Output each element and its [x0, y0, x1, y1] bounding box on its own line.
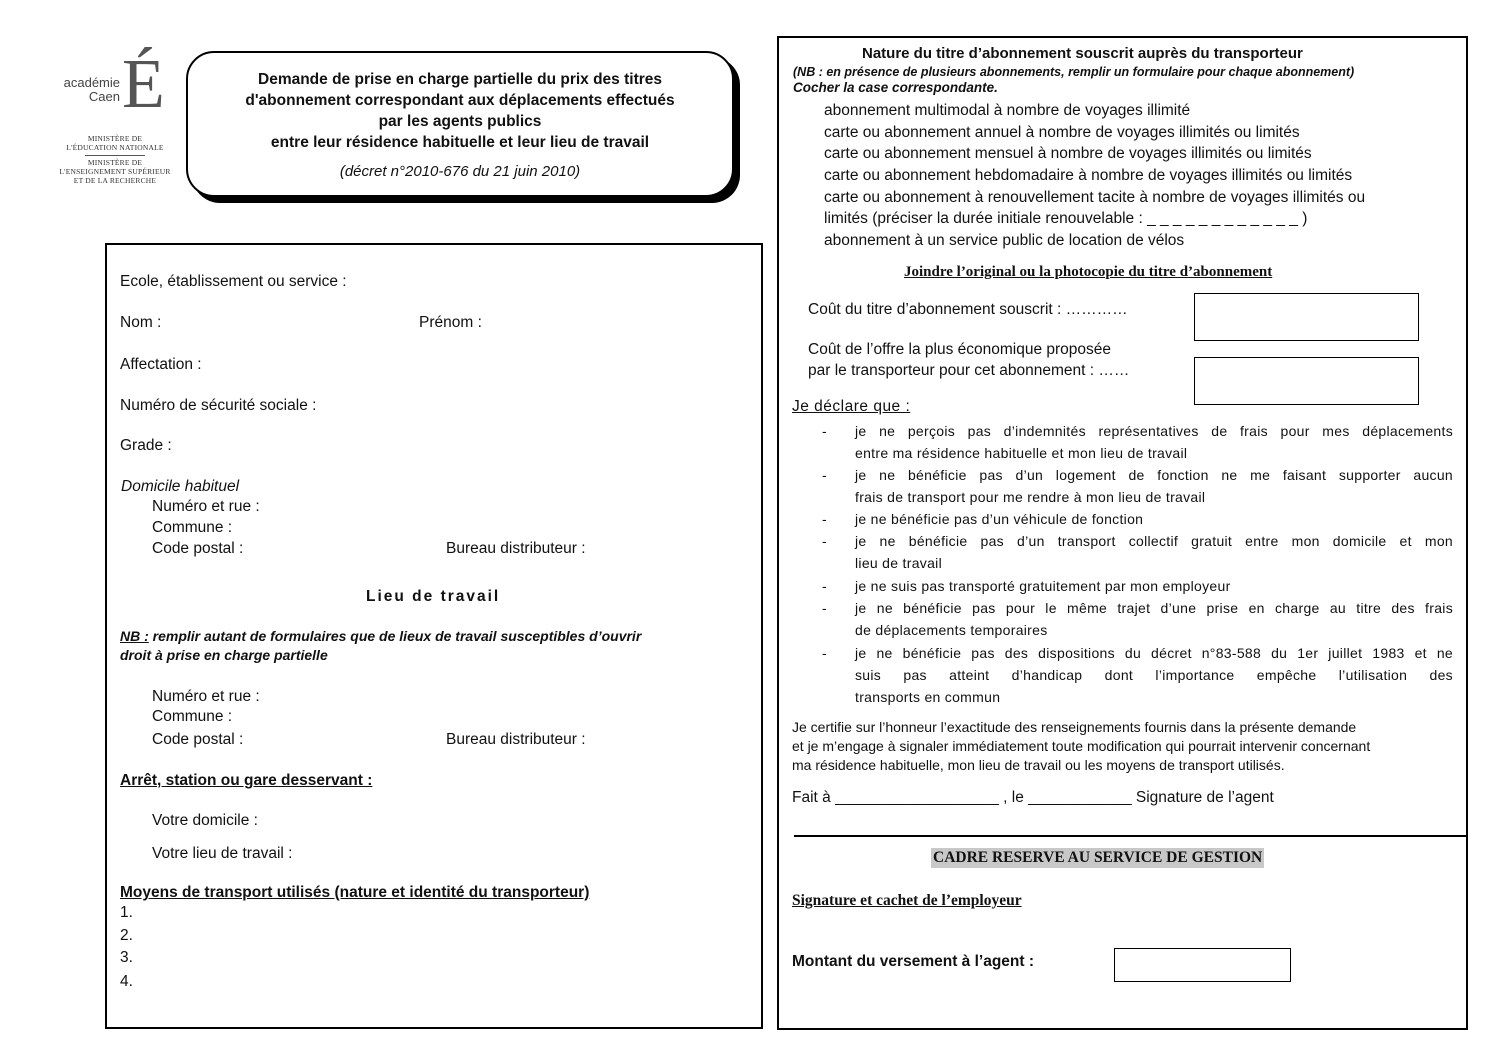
declaration-line: frais de transport pour me rendre à mon lieu de travail [855, 489, 1206, 505]
declaration-item [855, 642, 1453, 708]
logo [60, 48, 170, 198]
declaration-item [855, 597, 1453, 641]
declaration-line: je ne bénéficie pas d’un véhicule de fonction [855, 511, 1144, 527]
declaration-line: de déplacements temporaires [855, 622, 1048, 638]
certifie-line: Je certifie sur l’honneur l’exactitude des renseignements fournis dans la présente demande [792, 719, 1357, 735]
option-mensuel[interactable]: carte ou abonnement mensuel à nombre de voyages illimités ou limités [824, 145, 1312, 162]
grade-label: Grade : [120, 437, 172, 454]
declaration-item [855, 575, 1453, 597]
ministry-line: MINISTÈRE DE [87, 158, 143, 167]
affectation-label: Affectation : [120, 356, 202, 373]
moyens-item: 3. [120, 949, 133, 966]
certifie-line: ma résidence habituelle, mon lieu de travail ou les moyens de transport utilisés. [792, 757, 1285, 773]
logo-academie: académie [63, 75, 120, 90]
dash: - [822, 423, 827, 439]
ecole-label: Ecole, établissement ou service : [120, 273, 347, 290]
declaration-line: je ne perçois pas d’indemnités représentatives de frais pour mes déplacements [855, 423, 1453, 439]
votre-lieu-label: Votre lieu de travail : [152, 845, 293, 862]
trav-numero-label: Numéro et rue : [152, 688, 260, 705]
montant-label: Montant du versement à l’agent : [792, 953, 1035, 970]
trav-commune-label: Commune : [152, 708, 233, 725]
declaration-line: je ne bénéficie pas pour le même trajet d’une prise en charge au titre des frais [855, 600, 1453, 616]
nature-title: Nature du titre d’abonnement souscrit auprès du transporteur [862, 45, 1303, 62]
title-line: Demande de prise en charge partielle du prix des titres [258, 71, 662, 88]
title-line: par les agents publics [378, 113, 542, 130]
title-line: entre leur résidence habituelle et leur lieu de travail [270, 134, 650, 151]
declaration-line: lieu de travail [855, 555, 942, 571]
nb-text-2: droit à prise en charge partielle [120, 647, 328, 663]
option-multimodal[interactable]: abonnement multimodal à nombre de voyages illimité [824, 102, 1191, 119]
logo-caen: Caen [88, 89, 120, 104]
declaration-item [855, 420, 1453, 464]
lieu-travail-title: Lieu de travail [366, 588, 501, 605]
cout-offre-field[interactable] [1194, 357, 1419, 405]
domicile-title: Domicile habituel [121, 478, 240, 495]
fait-signature-line[interactable]: Fait à ___________________ , le ____________ Signature de l’agent [792, 789, 1274, 806]
ministry-line: ET DE LA RECHERCHE [73, 176, 157, 185]
logo-divider [85, 155, 145, 156]
declaration-item [855, 464, 1453, 508]
dash: - [822, 533, 827, 549]
dash: - [822, 467, 827, 483]
declaration-line: je ne bénéficie pas d’un transport collectif gratuit entre mon domicile et mon [855, 533, 1453, 549]
dash: - [822, 600, 827, 616]
dom-cp-label: Code postal : [152, 540, 244, 557]
title-line: d'abonnement correspondant aux déplacements effectués [245, 92, 675, 109]
joindre-note: Joindre l’original ou la photocopie du titre d’abonnement [904, 264, 1273, 280]
prenom-label: Prénom : [419, 314, 482, 331]
dash: - [822, 645, 827, 661]
cout-offre-label-2: par le transporteur pour cet abonnement : …… [808, 362, 1130, 379]
montant-field[interactable] [1114, 948, 1291, 982]
title-box [186, 51, 734, 197]
declaration-line: transports en commun [855, 689, 1001, 705]
declaration-line: je ne suis pas transporté gratuitement par mon employeur [855, 578, 1231, 594]
ministry-line: L'ENSEIGNEMENT SUPÉRIEUR [59, 167, 171, 176]
option-tacite-line2: limités (préciser la durée initiale renouvelable : _ _ _ _ _ _ _ _ _ _ _ _ ) [824, 210, 1308, 227]
signature-employeur-label: Signature et cachet de l’employeur [792, 892, 1022, 909]
nature-nb: (NB : en présence de plusieurs abonnements, remplir un formulaire pour chaque abonnement) [793, 65, 1355, 79]
nature-cocher: Cocher la case correspondante. [793, 80, 998, 95]
cout-titre-label: Coût du titre d’abonnement souscrit : ………… [808, 301, 1128, 318]
secu-label: Numéro de sécurité sociale : [120, 397, 317, 414]
moyens-title: Moyens de transport utilisés (nature et identité du transporteur) [120, 884, 590, 901]
logo-e-letter: É [122, 46, 165, 123]
dash: - [822, 578, 827, 594]
declaration-item [855, 508, 1453, 530]
cadre-gestion-title: CADRE RESERVE AU SERVICE DE GESTION [933, 849, 1263, 866]
dom-numero-label: Numéro et rue : [152, 498, 260, 515]
moyens-item: 2. [120, 927, 133, 944]
dash: - [822, 511, 827, 527]
declaration-item [855, 530, 1453, 574]
nom-label: Nom : [120, 314, 162, 331]
option-velos[interactable]: abonnement à un service public de location de vélos [824, 232, 1185, 249]
declaration-line: suis pas atteint d’handicap dont l’importance empêche l’utilisation des [855, 667, 1453, 683]
option-tacite[interactable]: carte ou abonnement à renouvellement tacite à nombre de voyages illimités ou [824, 189, 1366, 206]
nb-label: NB : [120, 628, 149, 644]
nb-text: remplir autant de formulaires que de lieux de travail susceptibles d’ouvrir [148, 628, 642, 644]
decree: (décret n°2010-676 du 21 juin 2010) [339, 163, 581, 180]
moyens-item: 1. [120, 904, 133, 921]
declaration-line: entre ma résidence habituelle et mon lieu de travail [855, 445, 1188, 461]
moyens-item: 4. [120, 973, 133, 990]
dom-commune-label: Commune : [152, 519, 233, 536]
declaration-line: je ne bénéficie pas des dispositions du décret n°83-588 du 1er juillet 1983 et ne [855, 645, 1453, 661]
nb-note [120, 628, 641, 644]
votre-domicile-label: Votre domicile : [152, 812, 258, 829]
ministry-line: MINISTÈRE DE [87, 134, 143, 143]
option-hebdomadaire[interactable]: carte ou abonnement hebdomadaire à nombre de voyages illimités ou limités [824, 167, 1353, 184]
declaration-line: je ne bénéficie pas d’un logement de fonction ne me faisant supporter aucun [855, 467, 1453, 483]
certifie-line: et je m’engage à signaler immédiatement toute modification qui pourrait intervenir concernant [792, 738, 1371, 754]
declare-title: Je déclare que : [792, 398, 911, 415]
dom-bureau-label: Bureau distributeur : [446, 540, 586, 557]
arret-title: Arrêt, station ou gare desservant : [120, 772, 373, 789]
option-annuel[interactable]: carte ou abonnement annuel à nombre de voyages illimités ou limités [824, 124, 1300, 141]
trav-cp-label: Code postal : [152, 731, 244, 748]
cout-offre-label-1: Coût de l’offre la plus économique proposée [808, 341, 1112, 358]
trav-bureau-label: Bureau distributeur : [446, 731, 586, 748]
ministry-line: L'ÉDUCATION NATIONALE [66, 143, 164, 152]
cout-titre-field[interactable] [1194, 293, 1419, 341]
section-divider [794, 835, 1466, 837]
